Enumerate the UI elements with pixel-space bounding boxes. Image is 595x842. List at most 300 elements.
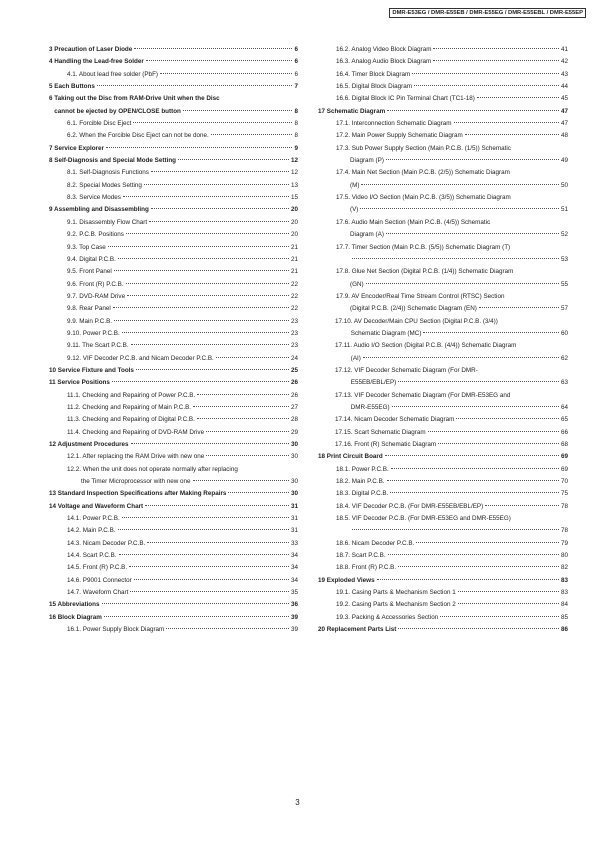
toc-dot-leader [391, 468, 559, 469]
toc-entry[interactable] [49, 599, 298, 611]
toc-dot-leader [479, 307, 559, 308]
toc-entry-title: 11 Service Positions [49, 379, 110, 387]
toc-entry-page: 50 [560, 181, 568, 189]
toc-entry[interactable] [318, 562, 568, 574]
toc-entry[interactable] [318, 390, 568, 402]
toc-entry[interactable] [49, 303, 298, 315]
page-number: 3 [295, 798, 300, 807]
toc-entry[interactable] [318, 143, 568, 155]
toc-dot-leader [123, 196, 289, 197]
toc-entry[interactable] [49, 390, 298, 402]
toc-entry[interactable] [49, 340, 298, 352]
toc-entry-title: 18.1. Power P.C.B. [336, 465, 389, 473]
toc-entry-page: 22 [290, 305, 298, 313]
toc-entry[interactable] [49, 464, 298, 476]
toc-entry-page: 12 [290, 169, 298, 177]
toc-entry[interactable] [49, 279, 298, 291]
toc-dot-leader [438, 443, 559, 444]
toc-dot-leader [129, 566, 289, 567]
toc-entry-title: 17.10. AV Decoder/Main CPU Section (Digital P.C.B. (3/4)) [335, 317, 498, 325]
toc-entry[interactable] [318, 414, 568, 426]
toc-entry-page: 21 [290, 255, 298, 263]
toc-entry[interactable] [318, 204, 568, 216]
toc-dot-leader [126, 233, 289, 234]
toc-dot-leader [197, 394, 289, 395]
toc-dot-leader [423, 332, 559, 333]
toc-entry-title: 16.2. Analog Video Block Diagram [336, 46, 432, 53]
toc-entry[interactable] [318, 69, 568, 81]
toc-dot-leader [119, 554, 289, 555]
toc-entry[interactable] [318, 575, 568, 587]
toc-dot-leader [108, 246, 289, 247]
toc-dot-leader [134, 579, 289, 580]
toc-entry[interactable] [49, 501, 298, 513]
toc-entry-page: 33 [290, 539, 298, 547]
toc-dot-leader [388, 554, 559, 555]
toc-entry-title: 18.8. Front (R) P.C.B. [336, 564, 397, 572]
toc-entry-title: 17.11. Audio I/O Section (Digital P.C.B. (4/4)) Schematic Diagram [335, 342, 517, 350]
toc-dot-leader [228, 492, 289, 493]
toc-dot-leader [145, 505, 289, 506]
toc-dot-leader [112, 381, 289, 382]
toc-entry[interactable] [49, 488, 298, 500]
toc-entry[interactable] [49, 204, 298, 216]
toc-dot-leader [183, 110, 293, 111]
toc-entry-title: 12.1. After replacing the RAM Drive with new one [67, 453, 205, 461]
toc-entry-title: (GN) [336, 280, 364, 288]
toc-dot-leader [352, 258, 559, 259]
toc-entry-page: 83 [560, 576, 568, 584]
toc-entry-page: 25 [290, 366, 298, 374]
toc-entry-page: 20 [290, 231, 298, 239]
toc-entry[interactable] [49, 130, 298, 142]
toc-entry-page: 20 [290, 206, 298, 214]
toc-dot-leader [122, 517, 289, 518]
toc-entry[interactable] [318, 476, 568, 488]
toc-dot-leader [440, 616, 559, 617]
toc-entry-title: 13 Standard Inspection Specifications after Making Repairs [49, 490, 227, 498]
toc-entry[interactable] [49, 44, 298, 56]
toc-entry[interactable] [318, 353, 568, 365]
toc-entry[interactable] [49, 612, 298, 624]
toc-entry-title: 9.1. Disassembly Flow Chart [67, 218, 148, 226]
toc-entry-page: 47 [560, 107, 568, 115]
toc-entry-title: 12 Adjustment Procedures [49, 441, 129, 448]
toc-entry-title: (V) [336, 206, 359, 214]
toc-entry-title: 8 Self-Diagnosis and Special Mode Setting [49, 157, 177, 165]
toc-entry-page: 86 [560, 626, 568, 634]
toc-dot-leader [133, 122, 292, 123]
toc-entry[interactable] [49, 93, 298, 105]
toc-dot-leader [392, 406, 559, 407]
toc-entry-page: 22 [290, 292, 298, 300]
toc-dot-leader [131, 443, 289, 444]
toc-entry[interactable] [318, 130, 568, 142]
toc-entry[interactable] [49, 377, 298, 389]
toc-entry-title: Schematic Diagram (MC) [335, 329, 422, 337]
toc-entry-title: 6.1. Forcible Disc Eject [67, 120, 132, 128]
toc-entry[interactable] [49, 217, 298, 229]
toc-entry[interactable] [318, 365, 568, 377]
toc-entry-page: 62 [560, 354, 568, 362]
toc-entry-title: 17.5. Video I/O Section (Main P.C.B. (3/5)) Schematic Diagram [336, 194, 511, 202]
toc-entry-page: 30 [290, 441, 298, 448]
toc-entry-page: 13 [290, 181, 298, 189]
toc-entry-page: 82 [560, 564, 568, 572]
toc-dot-leader [151, 171, 289, 172]
toc-entry[interactable] [318, 624, 568, 636]
toc-entry[interactable] [49, 624, 298, 636]
toc-entry-title: 3 Precaution of Laser Diode [49, 46, 133, 53]
toc-dot-leader [458, 591, 559, 592]
toc-entry[interactable] [49, 192, 298, 204]
toc-entry-title: 9.11. The Scart P.C.B. [67, 342, 129, 350]
toc-entry[interactable] [318, 254, 568, 266]
toc-entry-title: 9.2. P.C.B. Positions [67, 231, 124, 239]
toc-entry[interactable] [318, 488, 568, 500]
toc-dot-leader [428, 431, 559, 432]
toc-entry-page: 6 [294, 70, 298, 78]
toc-entry[interactable] [49, 587, 298, 599]
toc-entry[interactable] [318, 56, 568, 68]
toc-dot-leader [398, 381, 559, 382]
toc-dot-leader [454, 122, 559, 123]
toc-dot-leader [398, 566, 559, 567]
toc-entry[interactable] [49, 316, 298, 328]
toc-dot-leader [104, 616, 289, 617]
toc-entry-title: 14.5. Front (R) P.C.B. [67, 564, 128, 572]
toc-entry-title: 17.1. Interconnection Schematic Diagram [336, 120, 452, 128]
toc-entry-page: 30 [290, 490, 298, 498]
toc-entry-page: 63 [560, 379, 568, 387]
toc-entry[interactable] [49, 155, 298, 167]
toc-dot-leader [149, 221, 289, 222]
toc-entry[interactable] [318, 155, 568, 167]
toc-dot-leader [465, 134, 559, 135]
toc-entry-page: 84 [560, 601, 568, 609]
toc-entry-page: 39 [290, 626, 298, 634]
toc-dot-leader [206, 455, 289, 456]
toc-entry-page: 55 [560, 280, 568, 288]
toc-entry[interactable] [49, 562, 298, 574]
toc-entry-page: 57 [560, 305, 568, 313]
toc-entry-page: 66 [560, 428, 568, 436]
toc-entry-title: 17.3. Sub Power Supply Section (Main P.C.B. (1/5)) Schematic [336, 144, 511, 152]
toc-entry[interactable] [49, 575, 298, 587]
toc-entry-page: 79 [560, 539, 568, 547]
toc-entry[interactable] [318, 377, 568, 389]
toc-dot-leader [134, 48, 292, 49]
toc-entry[interactable] [49, 180, 298, 192]
toc-dot-leader [131, 344, 289, 345]
toc-entry-title: 9.8. Rear Panel [67, 305, 111, 313]
toc-entry-title: 18.5. VIF Decoder P.C.B. (For DMR-E53EG and DMR-E55EG) [336, 515, 511, 523]
toc-entry[interactable] [318, 538, 568, 550]
toc-entry-page: 8 [294, 132, 298, 140]
toc-entry-title: 7 Service Explorer [49, 144, 104, 152]
toc-entry-title: 5 Each Buttons [49, 83, 95, 91]
toc-entry[interactable] [318, 266, 568, 278]
toc-entry[interactable] [318, 439, 568, 451]
toc-entry-title: 18.4. VIF Decoder P.C.B. (For DMR-E55EB/EBL/EP) [336, 502, 484, 510]
toc-entry-title: 14.6. P9001 Connector [67, 576, 132, 584]
toc-dot-leader [352, 529, 559, 530]
toc-entry[interactable] [318, 180, 568, 192]
toc-right-column [318, 44, 568, 637]
toc-entry[interactable] [49, 106, 298, 118]
toc-entry[interactable] [318, 451, 568, 463]
toc-entry-title: 6.2. When the Forcible Disc Eject can not be done. [67, 132, 209, 140]
toc-entry[interactable] [49, 242, 298, 254]
toc-dot-leader [118, 258, 289, 259]
toc-dot-leader [360, 208, 559, 209]
toc-entry[interactable] [49, 538, 298, 550]
toc-entry[interactable] [318, 550, 568, 562]
toc-entry-page: 30 [290, 478, 298, 486]
toc-dot-leader [206, 431, 289, 432]
toc-entry[interactable] [49, 254, 298, 266]
toc-entry-page: 35 [290, 589, 298, 597]
toc-entry-page: 15 [290, 194, 298, 202]
toc-dot-leader [193, 406, 289, 407]
toc-entry[interactable] [318, 340, 568, 352]
toc-dot-leader [166, 628, 289, 629]
toc-dot-leader [458, 603, 559, 604]
toc-entry-title: 17.12. VIF Decoder Schematic Diagram (For DMR- [335, 366, 478, 374]
toc-dot-leader [390, 492, 559, 493]
toc-entry-title: 15 Abbreviations [49, 601, 100, 609]
toc-entry[interactable] [318, 328, 568, 340]
toc-entry-title: Diagram (P) [336, 157, 384, 165]
toc-entry-title: 4.1. About lead free solder (PbF) [67, 70, 159, 78]
toc-entry[interactable] [318, 599, 568, 611]
toc-entry[interactable] [49, 513, 298, 525]
toc-entry-page: 29 [290, 428, 298, 436]
toc-entry[interactable] [49, 451, 298, 463]
toc-entry-page: 39 [290, 613, 298, 621]
toc-entry-title: 19.3. Packing & Accessories Section [336, 613, 439, 621]
toc-entry[interactable] [49, 229, 298, 241]
toc-entry-title: 12.2. When the unit does not operate normally after replacing [67, 465, 238, 473]
toc-entry-page: 28 [290, 416, 298, 424]
toc-dot-leader [433, 48, 559, 49]
toc-entry-title [336, 525, 350, 537]
toc-entry[interactable] [49, 291, 298, 303]
toc-entry-title: 11.4. Checking and Repairing of DVD-RAM Drive [67, 428, 205, 436]
toc-entry-page: 8 [294, 120, 298, 128]
toc-entry-page: 51 [560, 206, 568, 214]
toc-entry-title: 16 Block Diagram [49, 613, 102, 621]
toc-dot-leader [102, 603, 289, 604]
toc-entry-title: 20 Replacement Parts List [318, 626, 397, 634]
toc-entry-title: 9.3. Top Case [67, 243, 106, 251]
toc-dot-leader [377, 579, 559, 580]
toc-dot-leader [211, 134, 293, 135]
toc-entry-title: 17.6. Audio Main Section (Main P.C.B. (4/5)) Schematic [336, 218, 491, 226]
toc-entry-title [336, 254, 350, 266]
toc-entry-page: 20 [290, 218, 298, 226]
toc-entry[interactable] [49, 365, 298, 377]
toc-entry-page: 78 [560, 502, 568, 510]
toc-entry[interactable] [318, 525, 568, 537]
toc-entry-title: Diagram (A) [336, 231, 384, 239]
toc-entry-page: 26 [290, 379, 298, 387]
toc-entry-page: 23 [290, 329, 298, 337]
toc-entry[interactable] [49, 402, 298, 414]
toc-entry-title: 14.4. Scart P.C.B. [67, 552, 117, 560]
toc-entry-title: the Timer Microprocessor with new one [67, 478, 191, 486]
toc-entry-title: 16.3. Analog Audio Block Diagram [336, 58, 432, 66]
toc-entry-page: 36 [290, 601, 298, 609]
toc-entry-title: 17.13. VIF Decoder Schematic Diagram (For DMR-E53EG and [335, 391, 511, 399]
toc-dot-leader [136, 369, 289, 370]
toc-entry-title: E55EB/EBL/EP) [335, 379, 397, 387]
toc-entry[interactable] [49, 427, 298, 439]
toc-dot-leader [127, 295, 289, 296]
toc-dot-leader [122, 332, 289, 333]
toc-entry[interactable] [318, 192, 568, 204]
toc-dot-leader [146, 60, 293, 61]
toc-entry[interactable] [49, 81, 298, 93]
toc-dot-leader [113, 307, 289, 308]
toc-entry[interactable] [49, 143, 298, 155]
toc-entry-page: 53 [560, 255, 568, 263]
toc-entry[interactable] [318, 44, 568, 56]
toc-entry-title: 9.6. Front (R) P.C.B. [67, 280, 124, 288]
toc-entry-title: 6 Taking out the Disc from RAM-Drive Unit when the Disc [49, 95, 220, 103]
toc-entry-title: 8.1. Self-Diagnosis Functions [67, 169, 149, 177]
toc-entry-title: 16.1. Power Supply Block Diagram [67, 626, 165, 634]
toc-entry[interactable] [318, 501, 568, 513]
toc-dot-leader [114, 320, 289, 321]
toc-entry-page: 24 [290, 354, 298, 362]
toc-entry-page: 83 [560, 589, 568, 597]
toc-entry[interactable] [49, 266, 298, 278]
toc-entry[interactable] [318, 81, 568, 93]
toc-entry[interactable] [318, 587, 568, 599]
toc-entry[interactable] [318, 229, 568, 241]
toc-entry-title: 16.5. Digital Block Diagram [336, 83, 412, 91]
toc-entry-page: 75 [560, 490, 568, 498]
toc-entry[interactable] [318, 93, 568, 105]
toc-entry-title: 11.3. Checking and Repairing of Digital P.C.B. [67, 416, 195, 424]
toc-dot-leader [160, 73, 292, 74]
toc-dot-leader [456, 418, 559, 419]
toc-dot-leader [387, 110, 559, 111]
toc-entry[interactable] [318, 217, 568, 229]
toc-dot-leader [216, 357, 289, 358]
toc-entry-page: 44 [560, 83, 568, 91]
toc-entry-page: 60 [560, 329, 568, 337]
toc-entry[interactable] [318, 464, 568, 476]
toc-entry-page: 41 [560, 46, 568, 53]
toc-entry-page: 21 [290, 243, 298, 251]
toc-entry[interactable] [318, 291, 568, 303]
toc-dot-leader [385, 455, 559, 456]
toc-entry-title: 14.2. Main P.C.B. [67, 527, 116, 535]
toc-entry-title: 19.2. Casing Parts & Mechanism Section 2 [336, 601, 456, 609]
toc-entry-title: 8.2. Special Modes Setting [67, 181, 142, 189]
toc-entry-title: 17.9. AV Encoder/Real Time Stream Control (RTSC) Section [336, 292, 505, 300]
toc-dot-leader [178, 159, 289, 160]
toc-entry[interactable] [49, 439, 298, 451]
toc-entry[interactable] [49, 550, 298, 562]
toc-entry-title: 9.7. DVD-RAM Drive [67, 292, 126, 300]
toc-entry[interactable] [49, 118, 298, 130]
toc-entry-title: 10 Service Fixture and Tools [49, 366, 134, 374]
toc-dot-leader [387, 480, 559, 481]
toc-entry-title: 17.2. Main Power Supply Schematic Diagram [336, 132, 463, 140]
toc-entry[interactable] [49, 353, 298, 365]
toc-entry[interactable] [318, 279, 568, 291]
toc-entry-page: 45 [560, 95, 568, 103]
toc-dot-leader [363, 357, 559, 358]
toc-entry[interactable] [318, 316, 568, 328]
toc-entry-page: 47 [560, 120, 568, 128]
toc-entry-page: 34 [290, 552, 298, 560]
toc-entry-page: 43 [560, 70, 568, 78]
toc-entry[interactable] [318, 118, 568, 130]
toc-entry-page: 6 [294, 46, 298, 53]
toc-entry[interactable] [49, 476, 298, 488]
toc-entry[interactable] [318, 427, 568, 439]
toc-entry[interactable] [49, 56, 298, 68]
toc-entry-page: 69 [560, 465, 568, 473]
toc-entry-title: 8.3. Service Modes [67, 194, 121, 202]
toc-entry-title: 14.7. Waveform Chart [67, 589, 129, 597]
toc-dot-leader [398, 628, 559, 629]
toc-entry-title: 18 Print Circuit Board [318, 453, 383, 461]
toc-entry[interactable] [318, 106, 568, 118]
toc-dot-leader [366, 283, 559, 284]
toc-entry-page: 6 [294, 58, 298, 66]
toc-entry[interactable] [318, 612, 568, 624]
toc-entry-page: 64 [560, 403, 568, 411]
toc-entry[interactable] [318, 513, 568, 525]
toc-entry-page: 9 [294, 144, 298, 152]
toc-entry-title: 17.14. Nicam Decoder Schematic Diagram [335, 416, 455, 424]
toc-entry-page: 65 [560, 416, 568, 424]
toc-entry-title: 17 Schematic Diagram [318, 107, 386, 115]
model-number-header: DMR-E53EG / DMR-E55EB / DMR-E55EG / DMR-E55EBL / DMR-E55EP [389, 8, 586, 18]
toc-entry[interactable] [49, 525, 298, 537]
toc-dot-leader [386, 159, 559, 160]
toc-entry-page: 34 [290, 576, 298, 584]
toc-entry-page: 31 [290, 502, 298, 510]
toc-entry-page: 7 [294, 83, 298, 91]
toc-entry-title: 17.15. Scart Schematic Diagram [335, 428, 426, 436]
toc-entry[interactable] [318, 402, 568, 414]
toc-entry-page: 68 [560, 441, 568, 448]
toc-entry-page: 78 [560, 527, 568, 535]
toc-entry[interactable] [318, 303, 568, 315]
toc-entry-page: 80 [560, 552, 568, 560]
toc-entry-title: 18.7. Scart P.C.B. [336, 552, 386, 560]
toc-dot-leader [386, 233, 559, 234]
toc-entry-title: (Digital P.C.B. (2/4)) Schematic Diagram (EN) [336, 305, 477, 313]
toc-entry[interactable] [318, 167, 568, 179]
toc-entry[interactable] [49, 167, 298, 179]
toc-entry-title: 17.16. Front (R) Schematic Diagram [335, 441, 437, 448]
toc-entry-title: 16.6. Digital Block IC Pin Terminal Chart (TC1-18) [336, 95, 475, 103]
toc-entry[interactable] [49, 414, 298, 426]
toc-entry-title: 11.2. Checking and Repairing of Main P.C.B. [67, 403, 192, 411]
toc-entry-title: 9.10. Power P.C.B. [67, 329, 120, 337]
toc-entry[interactable] [49, 69, 298, 81]
toc-entry-title: cannot be ejected by OPEN/CLOSE button [49, 107, 181, 115]
toc-entry[interactable] [49, 328, 298, 340]
toc-entry[interactable] [318, 242, 568, 254]
